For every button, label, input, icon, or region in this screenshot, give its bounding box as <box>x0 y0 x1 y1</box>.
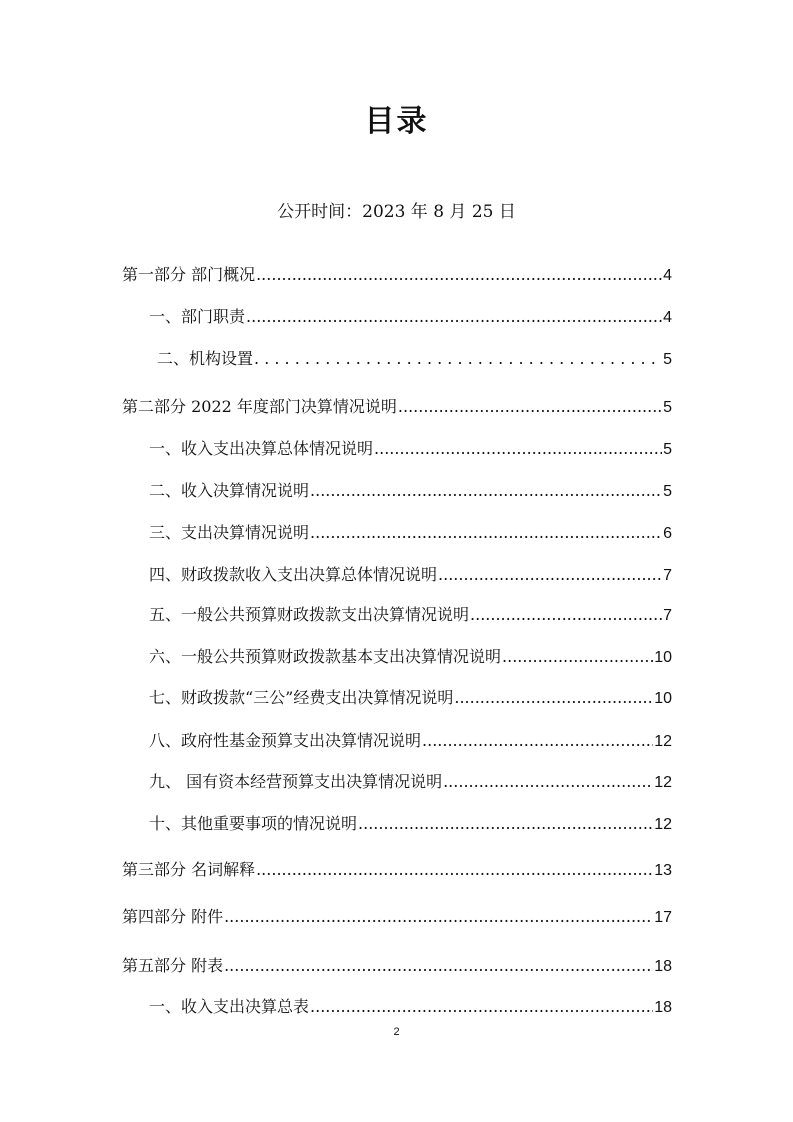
toc-entry-page: 4 <box>663 267 672 284</box>
toc-entry[interactable] <box>149 521 672 546</box>
toc-entry-page: 18 <box>654 958 672 975</box>
toc-leader-dots <box>422 729 653 753</box>
toc-leader-dots <box>310 521 662 545</box>
publish-date: 公开时间：2023 年 8 月 25 日 <box>277 202 516 222</box>
toc-entry-label: 六、一般公共预算财政拨款基本支出决算情况说明 <box>149 647 502 666</box>
toc-entry[interactable] <box>122 263 672 288</box>
toc-entry-label: 一、收入支出决算总体情况说明 <box>149 439 374 458</box>
toc-entry-page: 5 <box>663 351 672 368</box>
toc-entry-page: 12 <box>654 774 672 791</box>
toc-leader-dots <box>358 812 653 836</box>
toc-entry-page: 5 <box>663 399 672 416</box>
toc-entry-page: 7 <box>663 607 672 624</box>
toc-entry-page: 10 <box>654 690 672 707</box>
toc-leader-dots <box>256 263 662 287</box>
page-title: 目录 <box>364 104 429 139</box>
toc-entry-label: 第五部分 附表 <box>122 956 224 975</box>
toc-entry[interactable] <box>149 729 672 754</box>
toc-entry-page: 4 <box>663 309 672 326</box>
toc-entry-label: 十、其他重要事项的情况说明 <box>149 814 358 833</box>
toc-leader-dots <box>224 954 653 978</box>
toc-entry[interactable] <box>149 770 672 795</box>
toc-entry[interactable] <box>149 645 672 670</box>
toc-entry[interactable] <box>122 858 672 883</box>
toc-entry[interactable] <box>149 995 672 1020</box>
toc-entry[interactable] <box>149 603 672 628</box>
page-number: 2 <box>393 1026 400 1038</box>
toc-entry-page: 5 <box>663 483 672 500</box>
toc-leader-dots <box>374 437 662 461</box>
toc-entry[interactable] <box>122 395 672 420</box>
toc-entry-page: 13 <box>654 862 672 879</box>
toc-leader-dots <box>224 905 653 929</box>
toc-entry[interactable] <box>149 812 672 837</box>
toc-leader-dots <box>454 686 653 710</box>
toc-entry-label: 第四部分 附件 <box>122 907 224 926</box>
toc-entry-page: 7 <box>663 567 672 584</box>
toc-entry-label: 九、 国有资本经营预算支出决算情况说明 <box>149 772 443 791</box>
toc-leader-dots <box>398 395 662 419</box>
toc-entry-page: 12 <box>654 733 672 750</box>
toc-entry[interactable] <box>149 305 672 330</box>
toc-leader-dots <box>443 770 653 794</box>
toc-entry-label: 八、政府性基金预算支出决算情况说明 <box>149 731 422 750</box>
toc-entry[interactable] <box>149 437 672 462</box>
toc-leader-dots <box>256 858 653 882</box>
toc-entry[interactable] <box>149 686 672 711</box>
toc-entry-label: 二、收入决算情况说明 <box>149 481 310 500</box>
toc-leader-dots <box>254 347 662 371</box>
toc-entry-label: 三、支出决算情况说明 <box>149 523 310 542</box>
toc-entry[interactable] <box>122 905 672 930</box>
toc-leader-dots <box>470 603 662 627</box>
toc-entry[interactable] <box>149 563 672 588</box>
toc-entry[interactable] <box>149 479 672 504</box>
toc-entry-label: 第一部分 部门概况 <box>122 265 256 284</box>
toc-entry-page: 12 <box>654 816 672 833</box>
toc-entry-label: 第三部分 名词解释 <box>122 860 256 879</box>
toc-leader-dots <box>246 305 662 329</box>
toc-entry-page: 5 <box>663 441 672 458</box>
toc-entry-page: 17 <box>654 909 672 926</box>
toc-entry-label: 五、一般公共预算财政拨款支出决算情况说明 <box>149 605 470 624</box>
toc-entry-page: 6 <box>663 525 672 542</box>
toc-leader-dots <box>502 645 653 669</box>
toc-entry-page: 10 <box>654 649 672 666</box>
toc-entry-label: 七、财政拨款“三公”经费支出决算情况说明 <box>149 688 454 707</box>
toc-leader-dots <box>438 563 662 587</box>
toc-entry-label: 四、财政拨款收入支出决算总体情况说明 <box>149 565 438 584</box>
toc-leader-dots <box>310 995 653 1019</box>
toc-entry-label: 一、部门职责 <box>149 307 246 326</box>
toc-entry-label: 二、机构设置 <box>157 349 254 368</box>
toc-leader-dots <box>310 479 662 503</box>
toc-entry-label: 一、收入支出决算总表 <box>149 997 310 1016</box>
toc-entry-page: 18 <box>654 999 672 1016</box>
toc-entry-label: 第二部分 2022 年度部门决算情况说明 <box>122 397 397 416</box>
toc-entry[interactable] <box>122 954 672 979</box>
toc-entry[interactable] <box>157 347 672 372</box>
